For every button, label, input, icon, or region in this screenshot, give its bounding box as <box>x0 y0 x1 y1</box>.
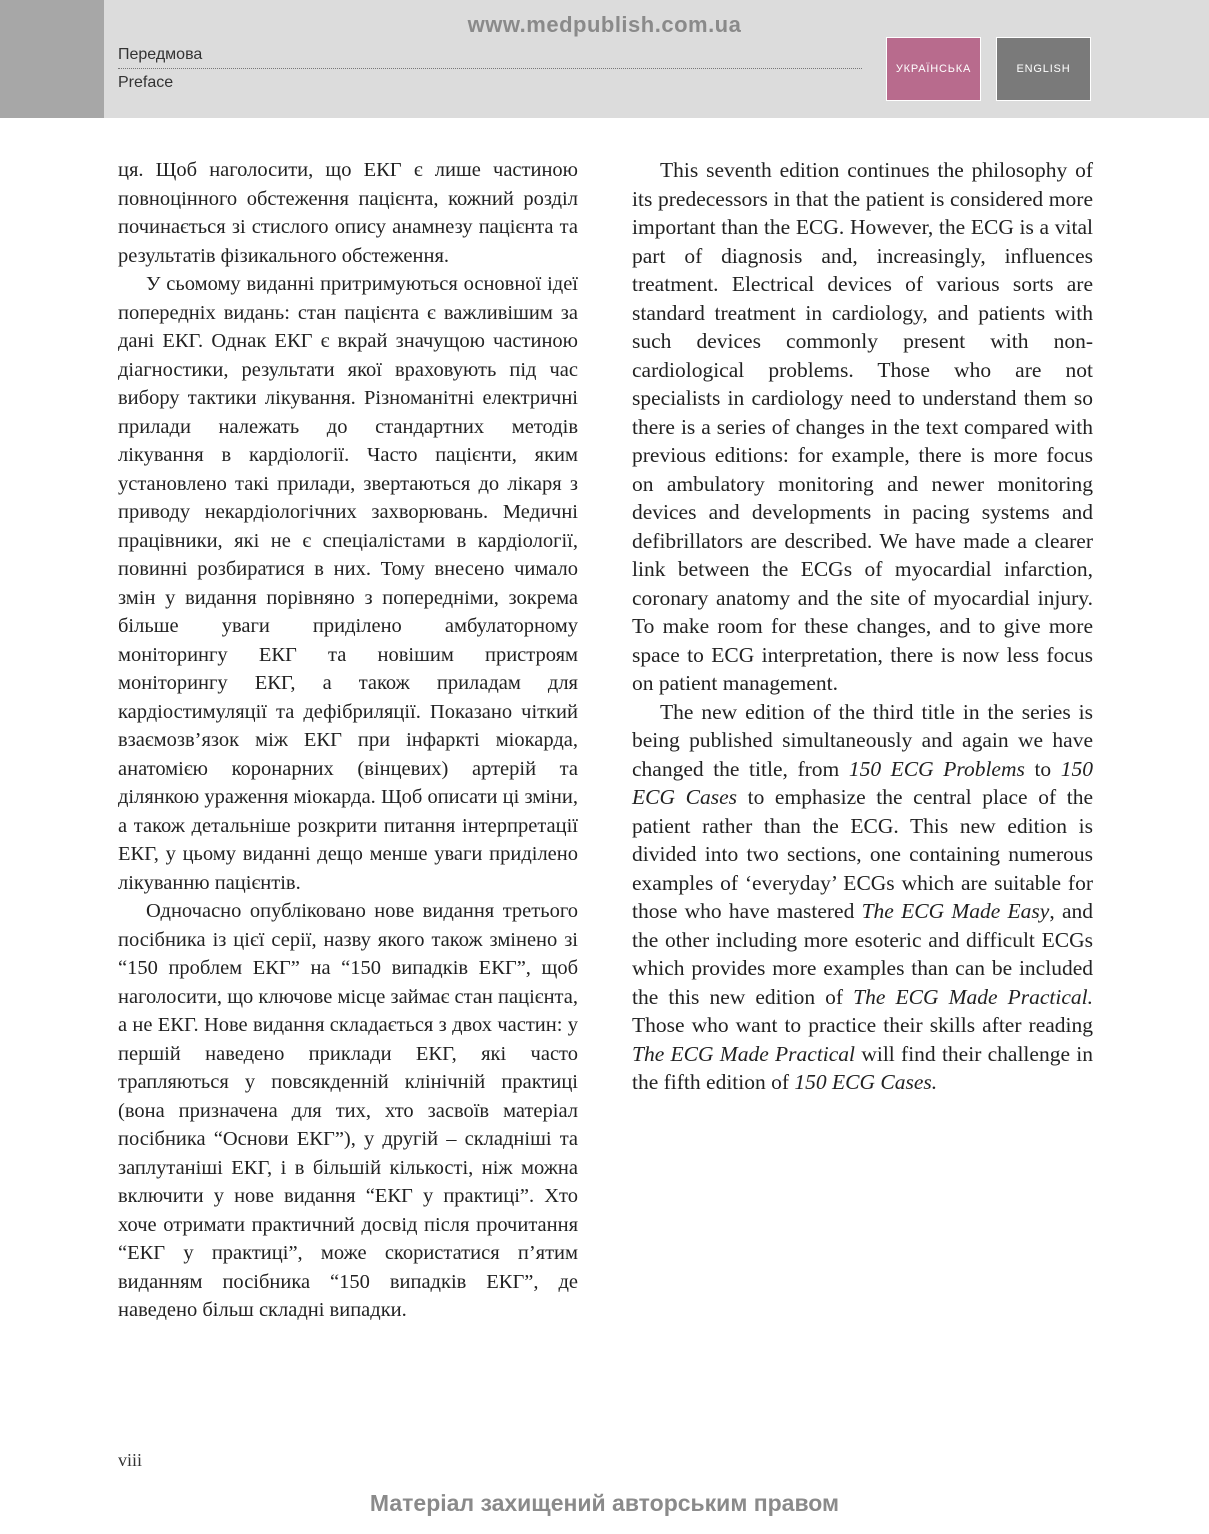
breadcrumb-divider <box>118 68 862 69</box>
en-paragraph-1: This seventh edition continues the philosophy of its predecessors in that the patient is considered more important than the ECG. However, the ECG is a vital part of diagnosis and, increasingly, influences treatment. Electrical devices of various sorts are standard treatment in cardiology, and patients with such devices commonly present with non-cardiological problems. Those who are not specialists in cardiology need to understand them so there is a series of changes in the text compared with previous editions: for example, there is more focus on ambulatory monitoring and newer monitoring devices and developments in pacing systems and defibrillators are described. We have made a clearer link between the ECGs of myocardial infarction, coronary anatomy and the site of myocardial injury. To make room for these changes, and to give more space to ECG interpretation, there is now less focus on patient management. <box>632 158 1093 695</box>
top-watermark: www.medpublish.com.ua <box>467 12 742 37</box>
page-header <box>0 0 1209 118</box>
uk-paragraph-2: У сьомому виданні притримуються основної ідеї попередніх видань: стан пацієнта є важливішим за дані ЕКГ. Однак ЕКГ є вкрай значущою частиною діагностики, результати якої враховують під час вибору тактики лікування. Різноманітні електричні прилади належать до стандартних методів лікування в кардіології. Часто пацієнти, яким установлено такі прилади, звертаються до лікаря з приводу некардіологічних захворювань. Медичні працівники, які не є спеціалістами в кардіології, повинні розбиратися в них. Тому внесено чимало змін у видання порівняно з попередніми, зокрема більше уваги приділено амбулаторному моніторингу ЕКГ та новішим пристроям моніторингу ЕКГ, а також приладам для кардіостимуляції та дефібриляції. Показано чіткий взаємозв’язок між ЕКГ при інфаркті міокарда, анатомією коронарних (вінцевих) артерій та ділянкою ураження міокарда. Щоб описати ці зміни, а також детальніше розкрити питання інтерпретації ЕКГ, у цьому виданні дещо менше уваги приділено лікуванню пацієнтів. <box>118 273 578 894</box>
book-title-150-ecg-problems: 150 ECG Problems <box>848 756 1025 781</box>
en-p2-text-5: Those who want to practice their skills after reading <box>632 1013 1093 1037</box>
breadcrumb-ukrainian: Передмова <box>118 46 203 63</box>
en-p2-text-1: The new edition of the third title in the series is being published simultaneously and again we have changed the title, from <box>632 699 1093 781</box>
uk-paragraph-3: Одночасно опубліковано нове видання третього посібника із цієї серії, назву якого також змінено зі “150 проблем ЕКГ” на “150 випадків ЕКГ”, щоб наголосити, що ключове місце займає стан пацієнта, а не ЕКГ. Нове видання складається з двох частин: у першій наведено приклади ЕКГ, які часто трапляються у повсякденній клінічній практиці (вона призначена для тих, хто засвоїв матеріал посібника “Основи ЕКГ”), у другій – складніші та заплутаніші ЕКГ, і в більшій кількості, ніж можна включити у нове видання “ЕКГ у практиці”. Хто хоче отримати практичний досвід після прочитання “ЕКГ у практиці”, може скористатися п’ятим виданням посібника “150 випадків ЕКГ”, де наведено більш складні випадки. <box>118 900 578 1321</box>
english-text-column <box>632 156 1093 1097</box>
en-p2-text-4: , and the other including more esoteric and difficult ECGs which provides more examples than can be included the this new edition of <box>632 899 1093 1009</box>
en-p2-text-3: to emphasize the central place of the patient rather than the ECG. This new edition is divided into two sections, one containing numerous examples of ‘everyday’ ECGs which are suitable for those who have mastered <box>632 785 1093 923</box>
bottom-watermark: Матеріал захищений авторським правом <box>369 1490 840 1516</box>
ukrainian-language-button[interactable]: УКРАЇНСЬКА <box>886 37 981 101</box>
book-title-ecg-made-practical-2: The ECG Made Practical <box>632 1041 856 1066</box>
ukrainian-text-column <box>118 156 578 1325</box>
book-title-150-ecg-cases: 150 ECG Cases <box>632 756 1093 809</box>
en-p2-text-2: to <box>1024 756 1061 781</box>
book-title-ecg-made-easy: The ECG Made Easy <box>861 899 1050 923</box>
english-language-button[interactable]: ENGLISH <box>996 37 1091 101</box>
page-number: viii <box>118 1450 143 1470</box>
breadcrumb-english: Preface <box>118 74 174 91</box>
book-title-ecg-made-practical: The ECG Made Practical. <box>853 984 1093 1009</box>
book-title-150-ecg-cases-2: 150 ECG Cases. <box>794 1070 938 1094</box>
en-paragraph-2 <box>632 698 1093 1097</box>
en-p2-text-6: will find their challenge in the fifth edition of <box>632 1041 1093 1094</box>
uk-paragraph-1: ця. Щоб наголосити, що ЕКГ є лише частиною повноцінного обстеження пацієнта, кожний розділ починається зі стислого опису анамнезу пацієнта та результатів фізикального обстеження. <box>118 159 578 267</box>
